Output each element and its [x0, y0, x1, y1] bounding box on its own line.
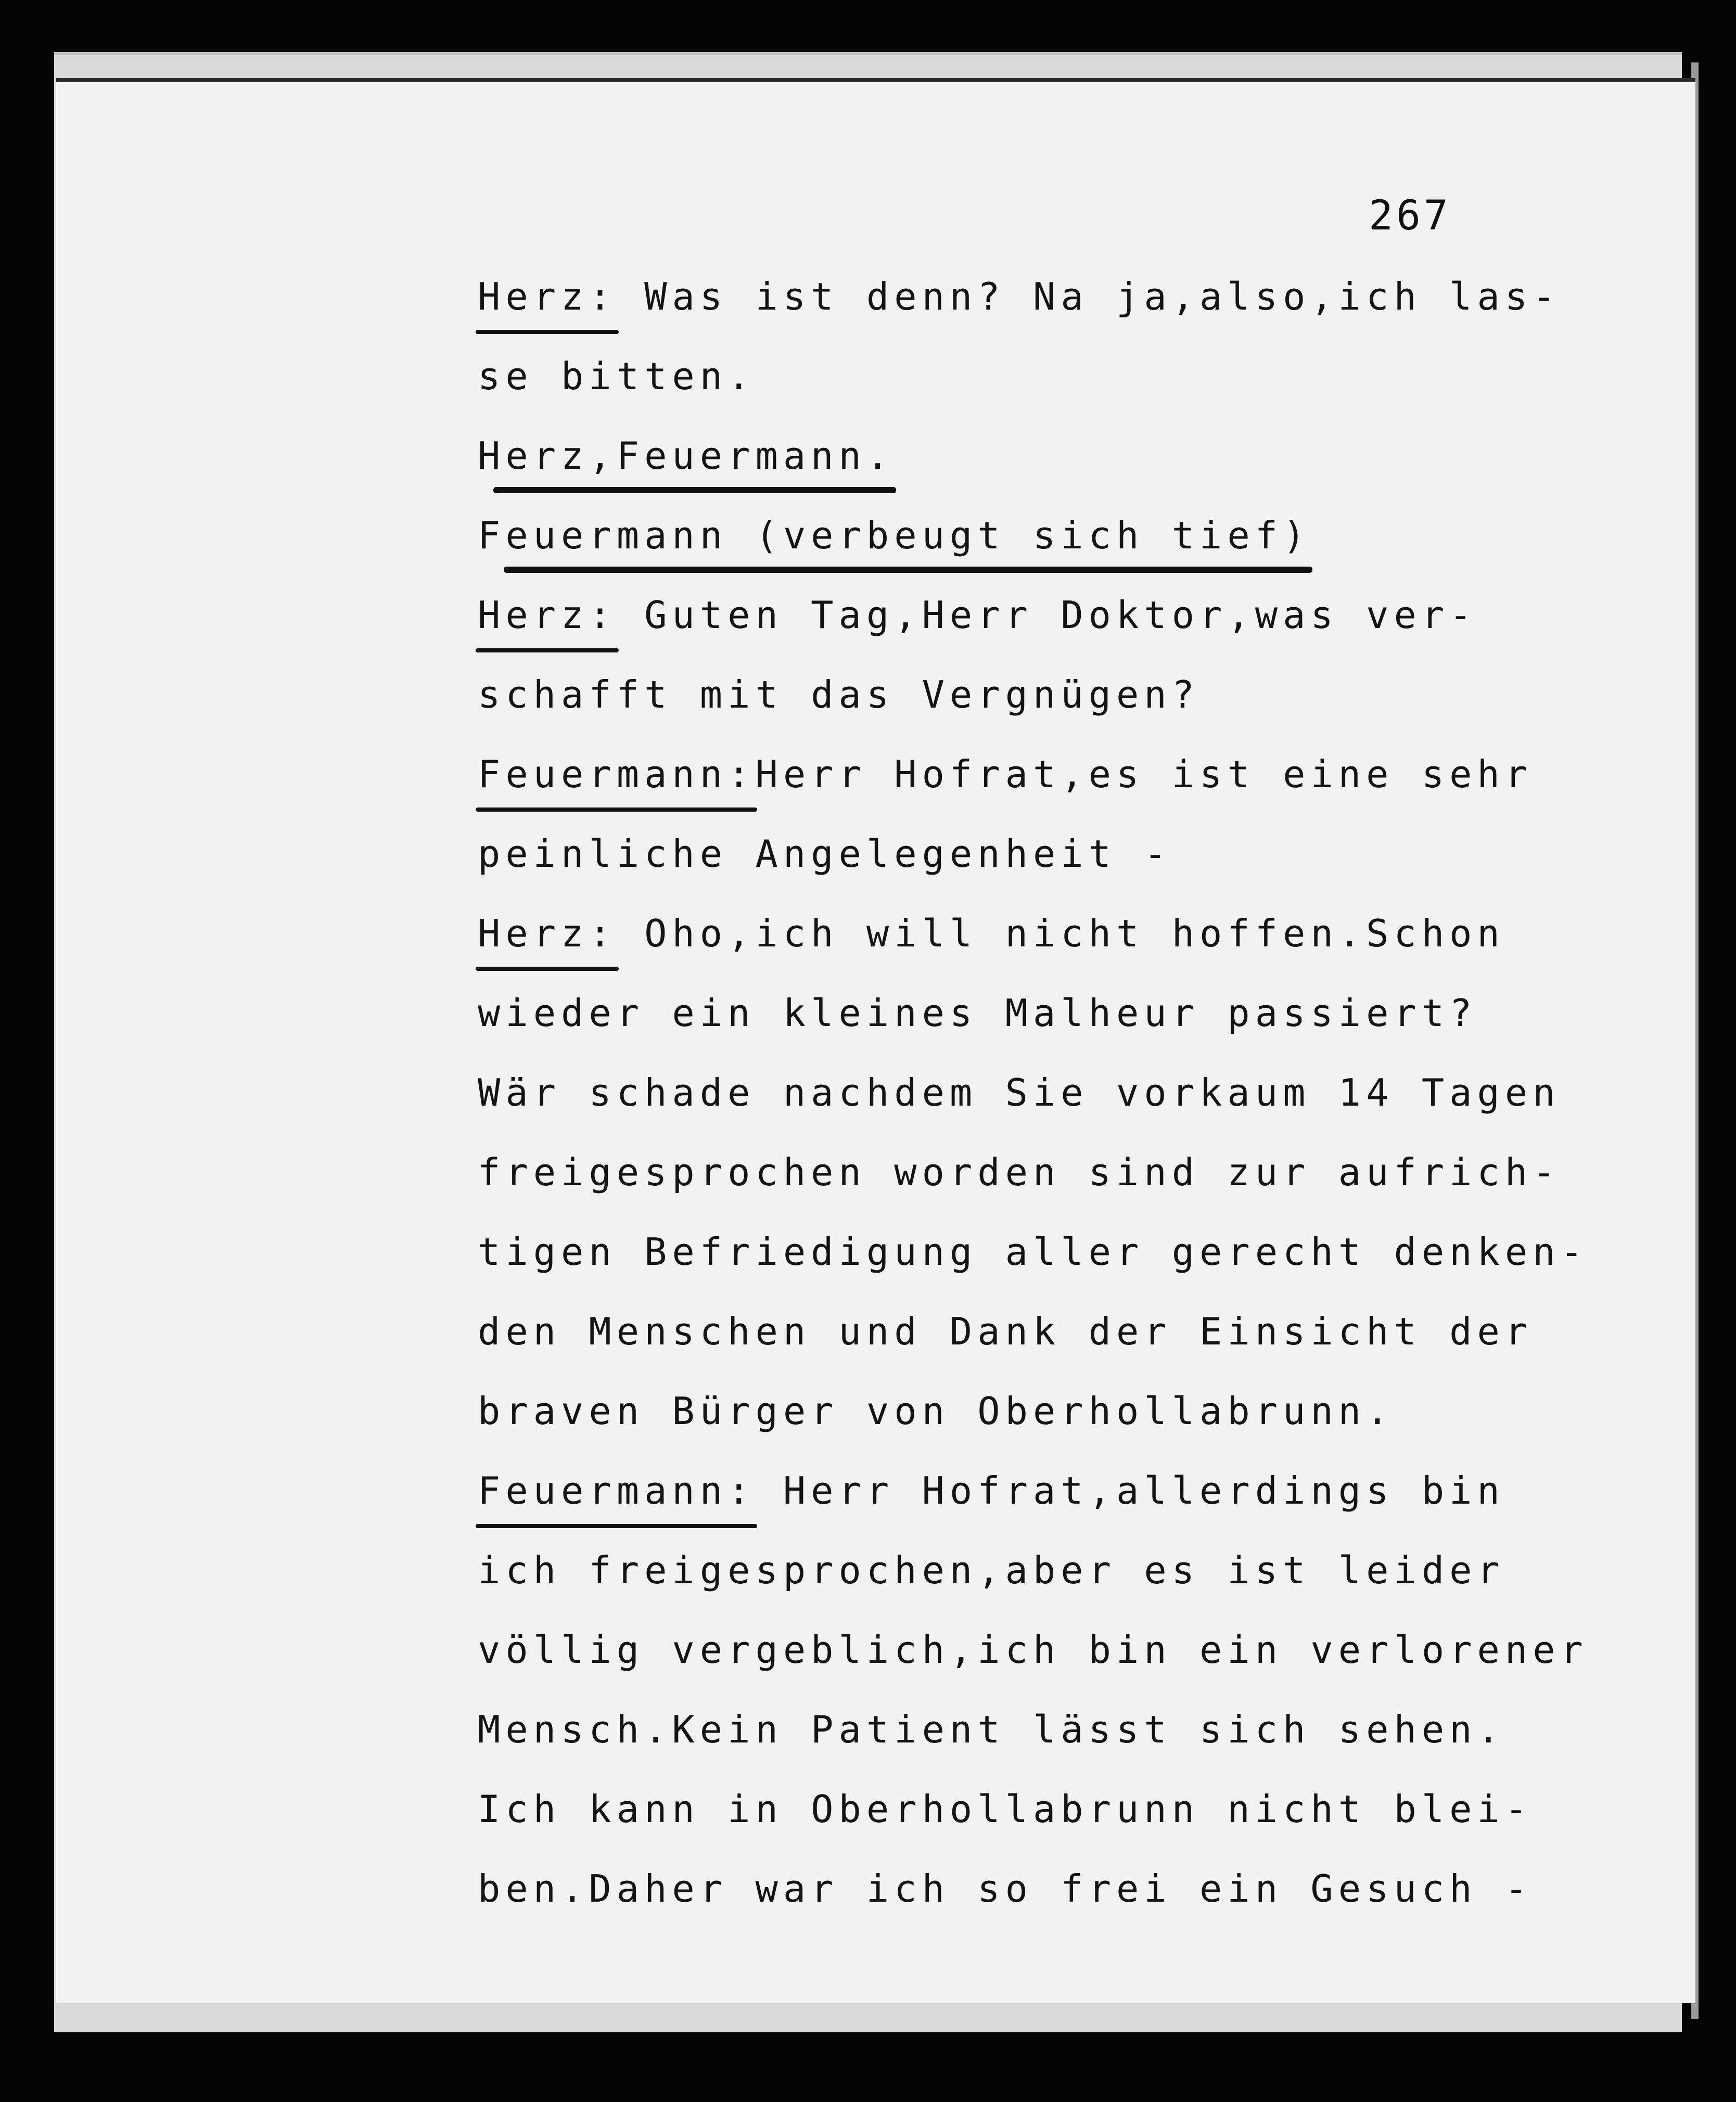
- text-line: [478, 1305, 1571, 1385]
- text-line: [478, 748, 1571, 828]
- text-line: [478, 350, 1571, 430]
- speaker-name: Feuermann:: [478, 748, 755, 800]
- underline-mark: [493, 487, 896, 493]
- underline-mark: [476, 808, 757, 812]
- stage-direction: Feuermann (verbeugt sich tief): [478, 509, 1310, 561]
- text-line: [478, 430, 1571, 509]
- text-line: [478, 1226, 1588, 1305]
- text-line: [478, 1863, 1571, 1942]
- text-line: [478, 1067, 1571, 1146]
- text-line: [478, 1624, 1588, 1703]
- line-text: Was ist denn? Na ja,also,ich las-: [616, 275, 1561, 318]
- typescript-body: [478, 271, 1588, 1942]
- line-text: Herr Hofrat,allerdings bin: [755, 1469, 1505, 1513]
- speaker-name: Herz,Feuermann.: [478, 430, 894, 482]
- speaker-name: Herz:: [478, 589, 617, 641]
- speaker-name: Herz:: [478, 271, 617, 323]
- underline-mark: [476, 648, 619, 652]
- line-text: Ich kann in Oberhollabrunn nicht blei-: [478, 1787, 1533, 1831]
- underline-mark: [476, 330, 619, 334]
- line-text: ben.Daher war ich so frei ein Gesuch -: [478, 1867, 1533, 1911]
- page-number: 267: [1369, 193, 1451, 239]
- line-text: Guten Tag,Herr Doktor,was ver-: [616, 593, 1477, 637]
- text-line: [478, 907, 1571, 987]
- line-text: Wär schade nachdem Sie vorkaum 14 Tagen: [478, 1071, 1561, 1114]
- line-text: völlig vergeblich,ich bin ein verlorener: [478, 1628, 1588, 1672]
- line-text: tigen Befriedigung aller gerecht denken-: [478, 1230, 1588, 1274]
- text-line: [478, 589, 1571, 669]
- text-line: [478, 1385, 1571, 1465]
- text-line: [478, 271, 1571, 350]
- line-text: wieder ein kleines Malheur passiert?: [478, 991, 1477, 1035]
- line-text: braven Bürger von Oberhollabrunn.: [478, 1389, 1394, 1433]
- line-text: schafft mit das Vergnügen?: [478, 673, 1200, 716]
- line-text: se bitten.: [478, 354, 756, 398]
- underline-mark: [476, 1524, 757, 1528]
- speaker-name: Feuermann:: [478, 1465, 755, 1517]
- speaker-name: Herz:: [478, 907, 617, 959]
- underline-mark: [476, 967, 619, 971]
- text-line: [478, 1544, 1571, 1624]
- line-text: den Menschen und Dank der Einsicht der: [478, 1310, 1533, 1353]
- text-line: [478, 1703, 1571, 1783]
- text-line: [478, 1783, 1571, 1863]
- line-text: freigesprochen worden sind zur aufrich-: [478, 1150, 1561, 1194]
- text-line: [478, 828, 1571, 907]
- line-text: Oho,ich will nicht hoffen.Schon: [616, 912, 1505, 955]
- line-text: peinliche Angelegenheit -: [478, 832, 1172, 876]
- line-text: ich freigesprochen,aber es ist leider: [478, 1548, 1505, 1592]
- text-line: [478, 509, 1571, 589]
- text-line: [478, 987, 1571, 1067]
- text-line: [478, 1146, 1571, 1226]
- line-text: Mensch.Kein Patient lässt sich sehen.: [478, 1708, 1505, 1751]
- underline-mark: [504, 567, 1312, 573]
- text-line: [478, 669, 1571, 748]
- text-line: [478, 1465, 1571, 1544]
- line-text: Herr Hofrat,es ist eine sehr: [755, 752, 1533, 796]
